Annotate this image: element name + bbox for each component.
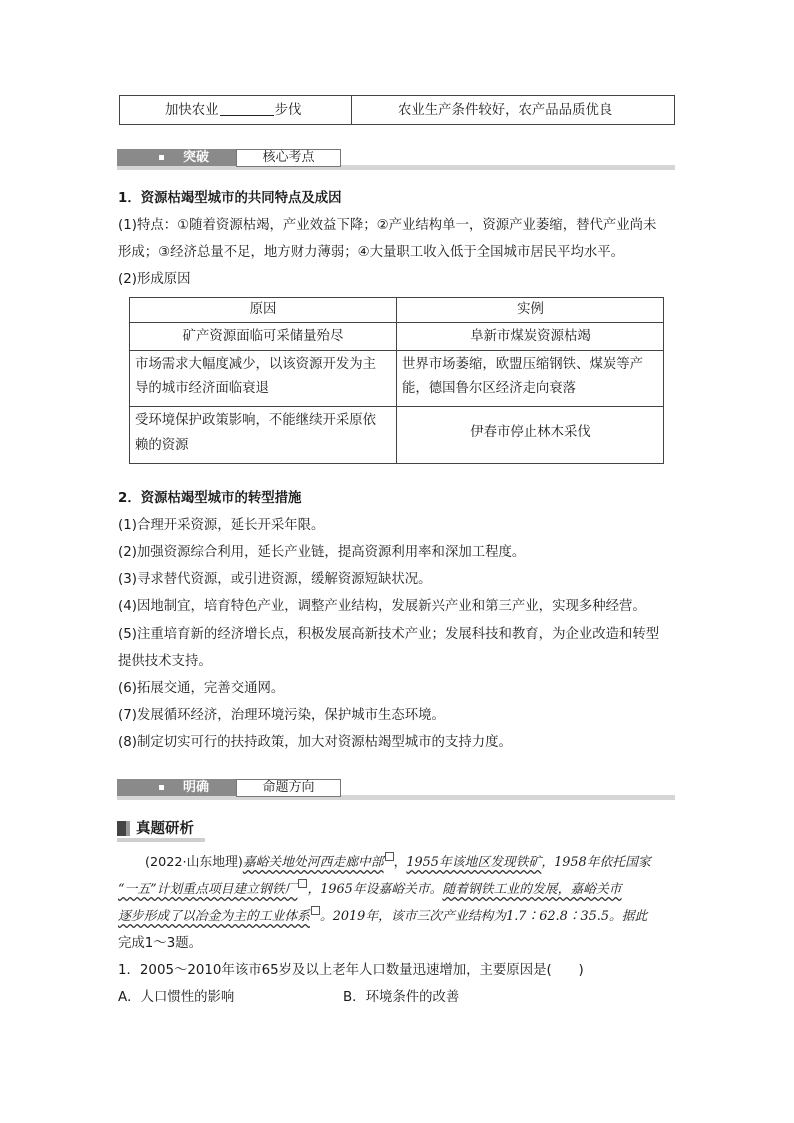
zhenti-heading (117, 818, 207, 840)
question-stem: 1．2005～2010年该市65岁及以上老年人口数量迅速增加，主要原因是( ) (118, 963, 584, 978)
passage-text: ，1958年依托国家 (541, 855, 651, 870)
table-cell-cause: 市场需求大幅度减少，以该资源开发为主 (135, 357, 377, 372)
item2-line: 提供技术支持。 (118, 654, 212, 669)
passage-highlight: 嘉峪关地处河西走廊中部 (242, 855, 384, 870)
table-cell-cause: 矿产资源面临可采储量殆尽 (182, 329, 344, 344)
fill-blank (220, 101, 274, 116)
item2-line: (4)因地制宜，培育特色产业，调整产业结构，发展新兴产业和第三产业，实现多种经营。 (118, 599, 646, 614)
section-tag-text: 突破 (183, 150, 210, 165)
passage-highlight: 逐步形成了以冶金为主的工业体系 (118, 909, 310, 924)
top-table (119, 95, 675, 125)
section-bar-direction (117, 779, 675, 801)
item1-p2: (2)形成原因 (118, 272, 191, 287)
table-divider (130, 406, 663, 407)
item2-line: (6)拓展交通，完善交通网。 (118, 681, 285, 696)
top-table-cell-1 (120, 96, 352, 124)
annotation-mark-icon (385, 852, 394, 861)
item1-p1-line2: 形成；③经济总量不足，地方财力薄弱；④大量职工收入低于全国城市居民平均水平。 (118, 245, 625, 260)
item2-line: (2)加强资源综合利用，延长产业链，提高资源利用率和深加工程度。 (118, 545, 526, 560)
passage-line-3 (118, 906, 647, 928)
passage-highlight: 1955年该地区发现铁矿 (406, 855, 542, 870)
table-cell-cause: 导的城市经济面临衰退 (135, 381, 269, 396)
passage-line-2 (118, 879, 622, 901)
passage-line-1: (2022·山东地理)嘉峪关地处河西走廊中部 ，1955年该地区发现铁矿，1958年依托国家 (145, 852, 651, 874)
cell-text-before: 加快农业 (165, 103, 219, 118)
heading-underline (117, 838, 205, 842)
square-bullet-icon (159, 785, 164, 790)
cell-text: 农业生产条件较好，农产品品质优良 (398, 103, 613, 118)
item1-title: 1．资源枯竭型城市的共同特点及成因 (118, 191, 342, 206)
section-tag-text: 明确 (183, 780, 210, 795)
square-bullet-icon (159, 155, 164, 160)
section-tag (117, 149, 236, 166)
passage-line-4: 完成1～3题。 (118, 936, 202, 951)
passage-text: ，1965年设嘉峪关市。 (307, 882, 443, 897)
item2-line: (8)制定切实可行的扶持政策，加大对资源枯竭型城市的支持力度。 (118, 735, 512, 750)
reason-table (129, 297, 664, 464)
table-cell-cause: 赖的资源 (135, 438, 189, 453)
table-cell-example: 阜新市煤炭资源枯竭 (470, 329, 591, 344)
item2-title: 2．资源枯竭型城市的转型措施 (118, 491, 302, 506)
section-label: 核心考点 (236, 149, 341, 167)
passage-highlight: “一五”计划重点项目建立钢铁厂 (118, 882, 298, 897)
item2-line: (1)合理开采资源，延长开采年限。 (118, 518, 325, 533)
table-cell-example: 世界市场萎缩，欧盟压缩钢铁、煤炭等产 (402, 357, 644, 372)
section-bar-core (117, 149, 675, 171)
table-header-cause: 原因 (249, 302, 277, 317)
passage-highlight: 随着钢铁工业的发展，嘉峪关市 (442, 882, 622, 897)
section-label: 命题方向 (236, 779, 341, 797)
item2-line: (3)寻求替代资源，或引进资源，缓解资源短缺状况。 (118, 572, 432, 587)
top-table-cell-2 (352, 96, 674, 124)
section-tag (117, 779, 236, 796)
item1-p1-line1: (1)特点：①随着资源枯竭，产业效益下降；②产业结构单一，资源产业萎缩，替代产业尚未 (118, 218, 657, 233)
table-cell-cause: 受环境保护政策影响，不能继续开采原依 (135, 413, 377, 428)
table-header-example: 实例 (517, 302, 544, 317)
item2-line: (7)发展循环经济，治理环境污染，保护城市生态环境。 (118, 708, 445, 723)
passage-text: 。2019年，该市三次产业结构为1.7∶62.8∶35.5。据此 (319, 909, 648, 924)
table-divider (130, 322, 663, 323)
heading-marker-icon (126, 821, 130, 836)
annotation-mark-icon (311, 906, 320, 915)
option-b[interactable]: B．环境条件的改善 (343, 990, 460, 1005)
heading-marker-icon (117, 821, 126, 836)
passage-source: (2022·山东地理) (145, 855, 243, 870)
table-cell-example: 伊春市停止林木采伐 (470, 425, 591, 440)
table-cell-example: 能，德国鲁尔区经济走向衰落 (402, 381, 577, 396)
item2-line: (5)注重培育新的经济增长点，积极发展高新技术产业；发展科技和教育，为企业改造和转型 (118, 627, 660, 642)
table-divider (130, 350, 663, 351)
zhenti-heading-text: 真题研析 (136, 821, 194, 837)
cell-text-after: 步伐 (274, 103, 302, 118)
option-a[interactable]: A．人口惯性的影响 (118, 990, 235, 1005)
